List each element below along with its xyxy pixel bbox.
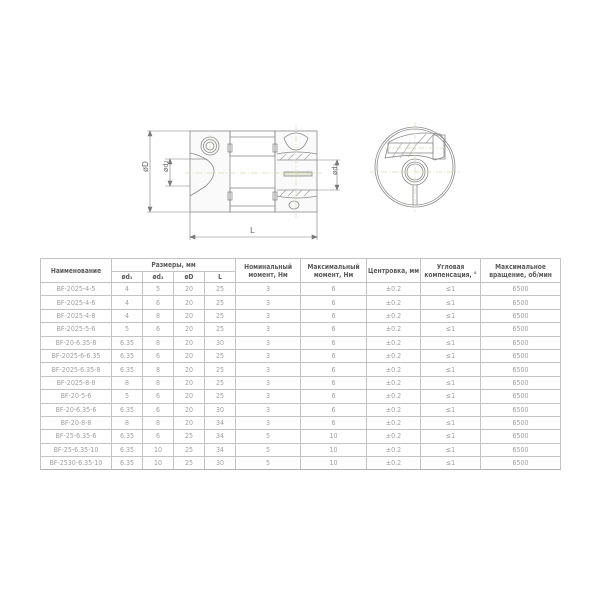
- col-header-max-torque: Максимальный момент, Нм: [301, 259, 367, 283]
- col-header-centering: Центровка, мм: [367, 259, 421, 283]
- cell-nominal-torque: 3: [236, 403, 301, 416]
- cell-L: 30: [205, 336, 236, 349]
- cell-name: BF-2025-8-8: [41, 376, 112, 389]
- cell-max-torque: 6: [301, 309, 367, 322]
- cell-name: BF-2530-6.35-10: [41, 457, 112, 470]
- cell-name: BF-20-6.35-8: [41, 336, 112, 349]
- cell-d1: 4: [112, 283, 143, 296]
- cell-L: 25: [205, 390, 236, 403]
- cell-centering: ±0.2: [367, 416, 421, 429]
- table-row: [41, 363, 561, 376]
- cell-centering: ±0.2: [367, 336, 421, 349]
- cell-max-torque: 6: [301, 349, 367, 362]
- cell-centering: ±0.2: [367, 363, 421, 376]
- col-header-angular-comp: Угловая компенсация, °: [421, 259, 481, 283]
- side-view: [190, 131, 317, 212]
- table-body: [41, 283, 561, 470]
- cell-angular-comp: ≤1: [421, 296, 481, 309]
- cell-name: BF-2025-6.35-8: [41, 363, 112, 376]
- col-header-dimensions: Размеры, мм: [112, 259, 236, 272]
- cell-max-torque: 6: [301, 283, 367, 296]
- table-row: [41, 430, 561, 443]
- header-row-top: [41, 259, 561, 272]
- cell-d1: 6.35: [112, 430, 143, 443]
- col-header-d2: ød₂: [143, 272, 174, 283]
- cell-L: 25: [205, 296, 236, 309]
- col-header-nominal-torque: Номинальный момент, Нм: [236, 259, 301, 283]
- cell-angular-comp: ≤1: [421, 283, 481, 296]
- cell-L: 25: [205, 376, 236, 389]
- table-row: [41, 443, 561, 456]
- table-row: [41, 296, 561, 309]
- cell-max-rotation: 6500: [481, 430, 561, 443]
- cell-L: 30: [205, 403, 236, 416]
- cell-max-rotation: 6500: [481, 403, 561, 416]
- cell-d2: 6: [143, 403, 174, 416]
- cell-D: 20: [174, 403, 205, 416]
- cell-nominal-torque: 5: [236, 430, 301, 443]
- cell-L: 34: [205, 416, 236, 429]
- cell-d2: 6: [143, 296, 174, 309]
- cell-name: BF-20-6.35-6: [41, 403, 112, 416]
- cell-d1: 5: [112, 323, 143, 336]
- table-row: [41, 349, 561, 362]
- cell-d1: 5: [112, 390, 143, 403]
- cell-nominal-torque: 3: [236, 390, 301, 403]
- cell-max-rotation: 6500: [481, 390, 561, 403]
- cell-D: 20: [174, 363, 205, 376]
- technical-drawing: [0, 0, 600, 260]
- col-header-max-rotation: Максимальное вращение, об/мин: [481, 259, 561, 283]
- cell-centering: ±0.2: [367, 390, 421, 403]
- cell-D: 20: [174, 349, 205, 362]
- cell-D: 20: [174, 416, 205, 429]
- col-header-L: L: [205, 272, 236, 283]
- cell-d2: 6: [143, 349, 174, 362]
- cell-name: BF-20-8-8: [41, 416, 112, 429]
- table-row: [41, 416, 561, 429]
- cell-centering: ±0.2: [367, 296, 421, 309]
- dim-label-bore-d2: ød₂: [162, 160, 170, 172]
- table-row: [41, 403, 561, 416]
- cell-d2: 8: [143, 363, 174, 376]
- cell-name: BF-2025-4-5: [41, 283, 112, 296]
- cell-angular-comp: ≤1: [421, 336, 481, 349]
- cell-max-torque: 6: [301, 403, 367, 416]
- cell-d2: 8: [143, 416, 174, 429]
- cell-centering: ±0.2: [367, 443, 421, 456]
- cell-nominal-torque: 3: [236, 283, 301, 296]
- cell-max-torque: 10: [301, 430, 367, 443]
- cell-angular-comp: ≤1: [421, 403, 481, 416]
- cell-angular-comp: ≤1: [421, 376, 481, 389]
- dim-label-bore-d1: ød₁: [331, 163, 339, 175]
- table-row: [41, 336, 561, 349]
- cell-d1: 8: [112, 376, 143, 389]
- cell-L: 25: [205, 309, 236, 322]
- cell-angular-comp: ≤1: [421, 457, 481, 470]
- cell-nominal-torque: 5: [236, 443, 301, 456]
- cell-L: 30: [205, 457, 236, 470]
- cell-d1: 6.35: [112, 457, 143, 470]
- cell-L: 34: [205, 430, 236, 443]
- cell-centering: ±0.2: [367, 457, 421, 470]
- cell-name: BF-2025-4-6: [41, 296, 112, 309]
- cell-centering: ±0.2: [367, 430, 421, 443]
- cell-name: BF-2025-6-6.35: [41, 349, 112, 362]
- cell-d2: 10: [143, 457, 174, 470]
- cell-max-rotation: 6500: [481, 363, 561, 376]
- cell-max-torque: 10: [301, 443, 367, 456]
- cell-d2: 6: [143, 323, 174, 336]
- cell-max-torque: 6: [301, 416, 367, 429]
- cell-name: BF-2025-4-8: [41, 309, 112, 322]
- cell-centering: ±0.2: [367, 376, 421, 389]
- col-header-d1: ød₁: [112, 272, 143, 283]
- cell-D: 25: [174, 457, 205, 470]
- cell-d1: 6.35: [112, 336, 143, 349]
- dim-label-length: L: [250, 226, 255, 235]
- table-row: [41, 457, 561, 470]
- cell-max-rotation: 6500: [481, 457, 561, 470]
- cell-L: 25: [205, 323, 236, 336]
- cell-name: BF-2025-5-6: [41, 323, 112, 336]
- cell-max-torque: 6: [301, 376, 367, 389]
- cell-centering: ±0.2: [367, 323, 421, 336]
- cell-nominal-torque: 5: [236, 457, 301, 470]
- col-header-D: øD: [174, 272, 205, 283]
- table-row: [41, 283, 561, 296]
- cell-angular-comp: ≤1: [421, 430, 481, 443]
- cell-max-torque: 6: [301, 390, 367, 403]
- cell-D: 20: [174, 323, 205, 336]
- cell-max-torque: 6: [301, 296, 367, 309]
- cell-D: 20: [174, 390, 205, 403]
- cell-L: 34: [205, 443, 236, 456]
- cell-angular-comp: ≤1: [421, 363, 481, 376]
- table-row: [41, 390, 561, 403]
- cell-L: 25: [205, 363, 236, 376]
- cell-max-rotation: 6500: [481, 376, 561, 389]
- cell-D: 25: [174, 443, 205, 456]
- cell-d1: 4: [112, 309, 143, 322]
- specifications-table: [40, 258, 561, 470]
- cell-nominal-torque: 3: [236, 309, 301, 322]
- cell-d2: 10: [143, 443, 174, 456]
- cell-d1: 6.35: [112, 443, 143, 456]
- cell-max-rotation: 6500: [481, 309, 561, 322]
- cell-d2: 6: [143, 390, 174, 403]
- cell-L: 25: [205, 283, 236, 296]
- cell-d1: 6.35: [112, 349, 143, 362]
- table-row: [41, 376, 561, 389]
- cell-d2: 8: [143, 336, 174, 349]
- cell-d2: 8: [143, 376, 174, 389]
- cell-angular-comp: ≤1: [421, 443, 481, 456]
- cell-max-rotation: 6500: [481, 283, 561, 296]
- cell-centering: ±0.2: [367, 349, 421, 362]
- cell-nominal-torque: 3: [236, 336, 301, 349]
- cell-max-rotation: 6500: [481, 349, 561, 362]
- table-row: [41, 309, 561, 322]
- cell-d1: 8: [112, 416, 143, 429]
- cell-max-torque: 6: [301, 363, 367, 376]
- dim-label-outer-diameter: øD: [141, 160, 150, 172]
- cell-D: 20: [174, 296, 205, 309]
- cell-max-torque: 10: [301, 457, 367, 470]
- cell-max-rotation: 6500: [481, 416, 561, 429]
- cell-angular-comp: ≤1: [421, 390, 481, 403]
- col-header-name: Наименование: [41, 259, 112, 283]
- table-row: [41, 323, 561, 336]
- cell-centering: ±0.2: [367, 283, 421, 296]
- cell-name: BF-20-5-6: [41, 390, 112, 403]
- cell-d2: 6: [143, 430, 174, 443]
- cell-max-rotation: 6500: [481, 323, 561, 336]
- cell-nominal-torque: 3: [236, 296, 301, 309]
- cell-name: BF-25-6.35-6: [41, 430, 112, 443]
- cell-max-rotation: 6500: [481, 336, 561, 349]
- cell-angular-comp: ≤1: [421, 323, 481, 336]
- cell-centering: ±0.2: [367, 309, 421, 322]
- cell-nominal-torque: 3: [236, 376, 301, 389]
- cell-D: 20: [174, 376, 205, 389]
- cell-d1: 6.35: [112, 363, 143, 376]
- cell-d1: 6.35: [112, 403, 143, 416]
- cell-nominal-torque: 3: [236, 349, 301, 362]
- cell-d2: 8: [143, 309, 174, 322]
- cell-D: 25: [174, 430, 205, 443]
- cell-L: 25: [205, 349, 236, 362]
- cell-nominal-torque: 3: [236, 363, 301, 376]
- cell-D: 20: [174, 283, 205, 296]
- cell-nominal-torque: 3: [236, 323, 301, 336]
- cell-max-torque: 6: [301, 336, 367, 349]
- cell-centering: ±0.2: [367, 403, 421, 416]
- cell-max-torque: 6: [301, 323, 367, 336]
- cell-max-rotation: 6500: [481, 296, 561, 309]
- cell-nominal-torque: 3: [236, 416, 301, 429]
- cell-angular-comp: ≤1: [421, 416, 481, 429]
- cell-angular-comp: ≤1: [421, 309, 481, 322]
- cell-name: BF-25-6.35-10: [41, 443, 112, 456]
- cell-d1: 4: [112, 296, 143, 309]
- cell-d2: 5: [143, 283, 174, 296]
- cell-D: 20: [174, 309, 205, 322]
- cell-angular-comp: ≤1: [421, 349, 481, 362]
- section-center-lines: [370, 122, 460, 212]
- cell-max-rotation: 6500: [481, 443, 561, 456]
- cell-D: 20: [174, 336, 205, 349]
